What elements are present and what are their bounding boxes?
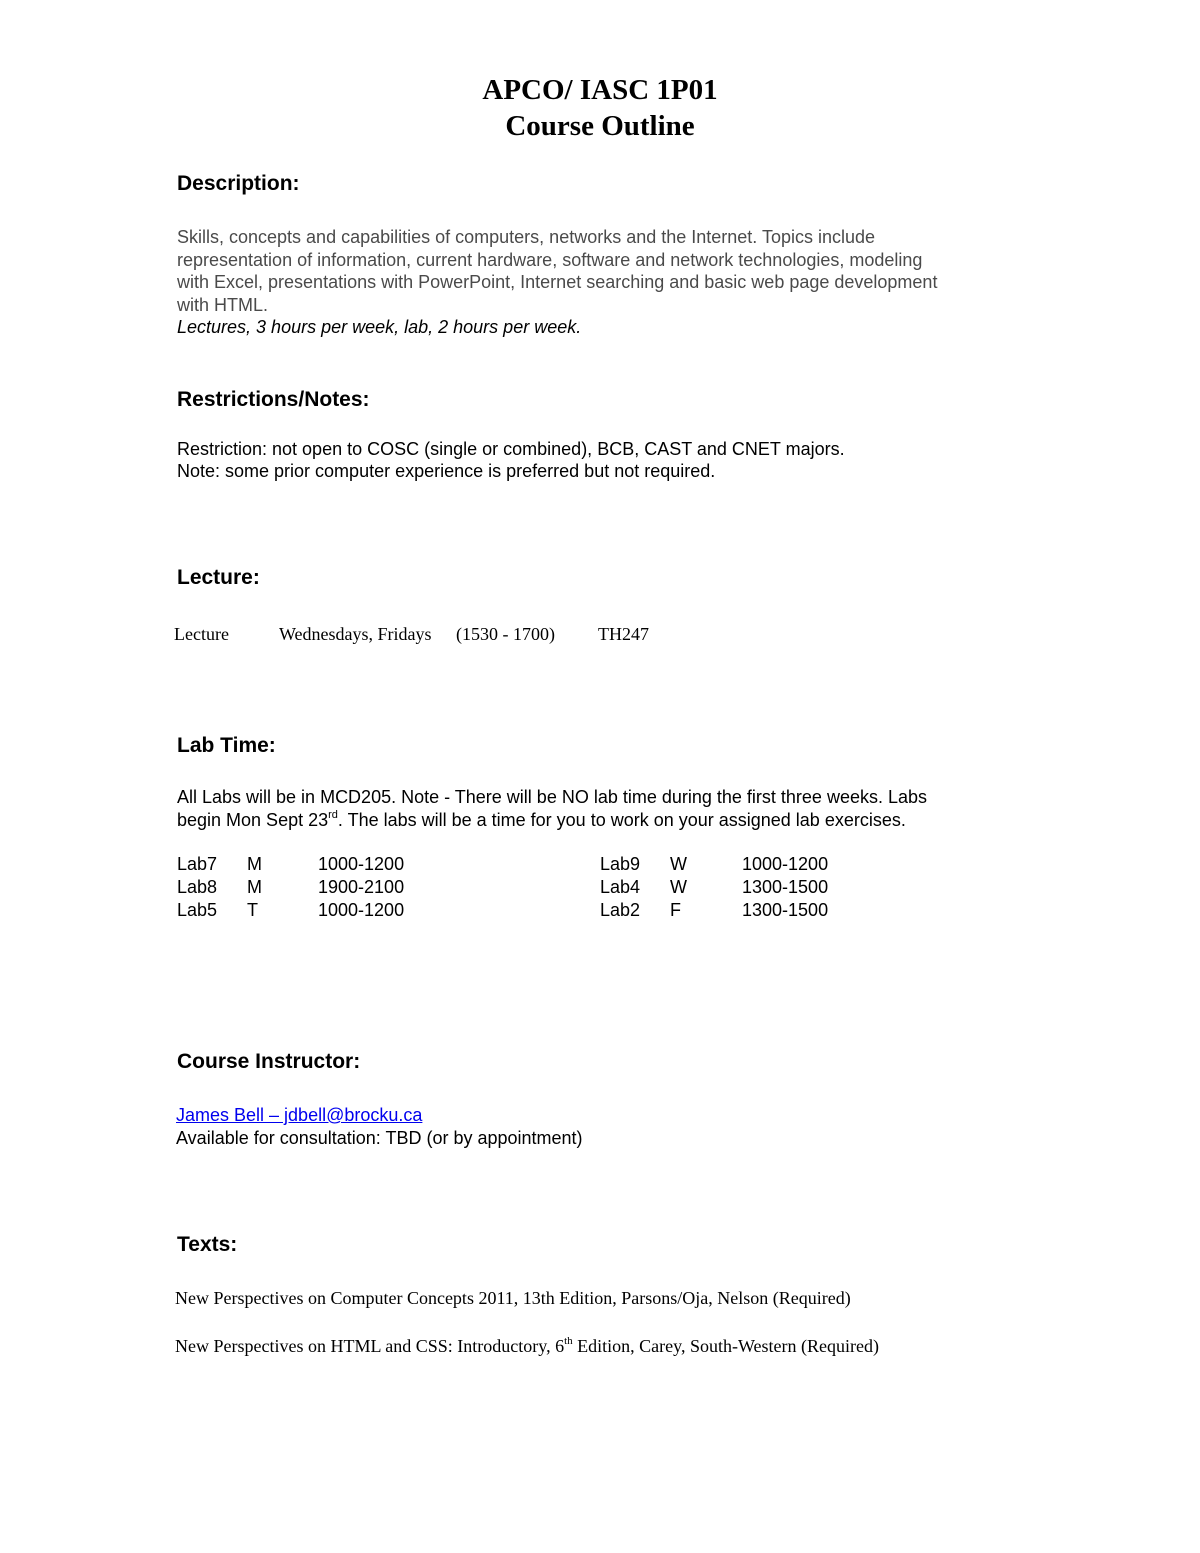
lab-name: Lab9: [600, 854, 641, 874]
description-line: with Excel, presentations with PowerPoint, Internet searching and basic web page development: [177, 272, 938, 292]
texts-heading: Texts:: [177, 1233, 238, 1256]
lab-day: W: [670, 854, 687, 874]
textbook-title: New Perspectives on HTML and CSS: Introductory, 6: [175, 1336, 565, 1356]
lab-hours: 1000-1200: [742, 854, 829, 874]
lab-day: F: [670, 900, 681, 920]
lab-name: Lab7: [177, 854, 218, 874]
course-code-title: APCO/ IASC 1P01: [482, 74, 718, 106]
lab-time-heading: Lab Time:: [177, 734, 276, 757]
lecture-heading: Lecture:: [177, 566, 260, 589]
lab-name: Lab4: [600, 877, 641, 897]
lecture-days: Wednesdays, Fridays: [279, 624, 432, 644]
description-heading: Description:: [177, 172, 300, 195]
ordinal-suffix: th: [564, 1335, 573, 1347]
lab-hours: 1000-1200: [318, 854, 405, 874]
description-line: with HTML.: [177, 294, 269, 315]
lecture-time: (1530 - 1700): [456, 624, 555, 644]
textbook-details: Edition, Carey, South-Western (Required): [572, 1336, 879, 1356]
lab-day: M: [247, 877, 262, 897]
required-textbook-2: [175, 1336, 879, 1357]
lab-hours: 1900-2100: [318, 877, 405, 897]
course-outline-subtitle: Course Outline: [505, 110, 695, 142]
lab-hours: 1300-1500: [742, 900, 829, 920]
consultation-availability: Available for consultation: TBD (or by appointment): [176, 1128, 583, 1148]
lab-name: Lab8: [177, 877, 218, 897]
lab-day: M: [247, 854, 262, 874]
lab-day: T: [247, 900, 258, 920]
lab-start-text: begin Mon Sept 23: [177, 810, 329, 830]
lab-hours: 1000-1200: [318, 900, 405, 920]
ordinal-suffix: rd: [328, 809, 338, 821]
instructor-email-link[interactable]: James Bell – jdbell@brocku.ca: [176, 1105, 423, 1125]
prior-experience-note: Note: some prior computer experience is preferred but not required.: [177, 461, 716, 481]
required-textbook-1: New Perspectives on Computer Concepts 2011, 13th Edition, Parsons/Oja, Nelson (Required): [175, 1288, 851, 1308]
description-line: Skills, concepts and capabilities of computers, networks and the Internet. Topics include: [177, 227, 876, 247]
lecture-room: TH247: [598, 624, 649, 644]
restrictions-heading: Restrictions/Notes:: [177, 388, 370, 411]
lecture-label: Lecture: [174, 624, 229, 644]
lab-hours: 1300-1500: [742, 877, 829, 897]
lab-name: Lab5: [177, 900, 218, 920]
lab-location-note: All Labs will be in MCD205. Note - There will be NO lab time during the first three weeks. Labs: [177, 787, 927, 807]
instructor-heading: Course Instructor:: [177, 1050, 361, 1073]
restriction-text: Restriction: not open to COSC (single or combined), BCB, CAST and CNET majors.: [177, 439, 845, 459]
lab-day: W: [670, 877, 687, 897]
lab-name: Lab2: [600, 900, 641, 920]
lab-start-note: [177, 809, 906, 832]
description-paragraph: [177, 226, 937, 316]
description-line: representation of information, current hardware, software and network technologies, modeling: [177, 249, 923, 270]
course-hours: Lectures, 3 hours per week, lab, 2 hours per week.: [177, 317, 582, 337]
lab-start-text-cont: . The labs will be a time for you to work on your assigned lab exercises.: [337, 810, 906, 830]
